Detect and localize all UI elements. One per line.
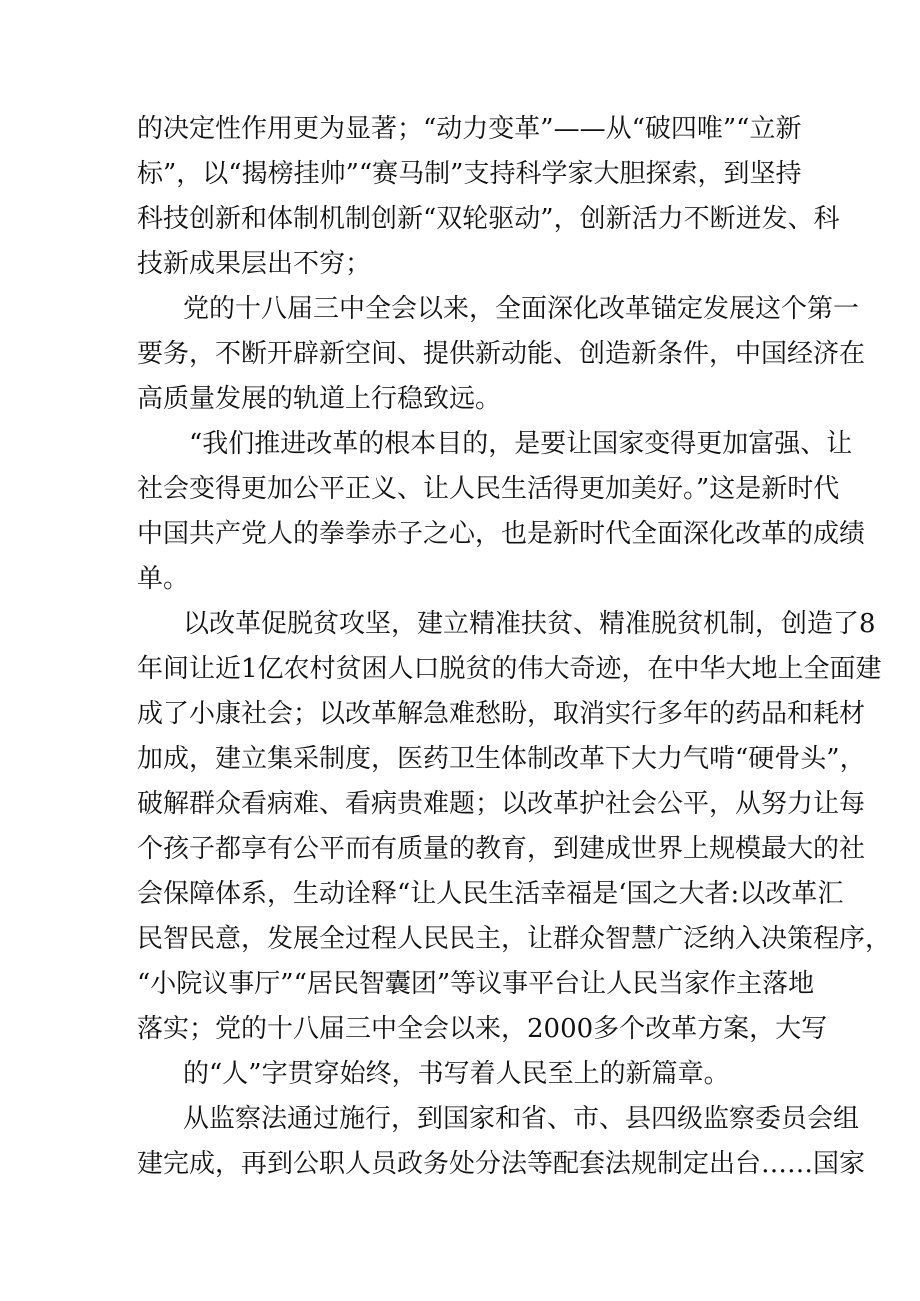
text-line: 中国共产党人的拳拳赤子之心，也是新时代全面深化改革的成绩 <box>137 519 866 549</box>
text-line: 社会变得更加公平正义、让人民生活得更加美好。”这是新时代 <box>137 474 840 504</box>
text-line: 成了小康社会；以改革解急难愁盼，取消实行多年的药品和耗材 <box>137 699 866 729</box>
text-line: 年间让近1亿农村贫困人口脱贫的伟大奇迹，在中华大地上全面建 <box>137 654 882 684</box>
paragraph-first-line: 从监察法通过施行，到国家和省、市、县四级监察委员会组 <box>183 1104 860 1134</box>
text-line: 单。 <box>137 564 190 594</box>
text-line: 高质量发展的轨道上行稳致远。 <box>137 384 502 414</box>
text-line: 会保障体系，生动诠释“让人民生活幸福是‘国之大者:以改革汇 <box>137 879 844 909</box>
text-line: 的“人”字贯穿始终，书写着人民至上的新篇章。 <box>183 1059 730 1089</box>
text-line: 要务，不断开辟新空间、提供新动能、创造新条件，中国经济在 <box>137 339 866 369</box>
text-line: 标”，以“揭榜挂帅”“赛马制”支持科学家大胆探索，到坚持 <box>137 159 802 189</box>
text-line: 的决定性作用更为显著；“动力变革”——从“破四唯”“立新 <box>137 114 802 144</box>
text-line: 民智民意，发展全过程人民民主，让群众智慧广泛纳入决策程序， <box>137 924 892 954</box>
text-line: “小院议事厅”“居民智囊团”等议事平台让人民当家作主落地 <box>137 969 815 999</box>
text-line: 加成，建立集采制度，医药卫生体制改革下大力气啃“硬骨头”， <box>137 744 866 774</box>
text-line: 破解群众看病难、看病贵难题；以改革护社会公平，从努力让每 <box>137 789 866 819</box>
paragraph-first-line: 党的十八届三中全会以来，全面深化改革锚定发展这个第一 <box>183 294 860 324</box>
text-line: 建完成，再到公职人员政务处分法等配套法规制定出台……国家 <box>137 1149 866 1179</box>
paragraph-first-line: 以改革促脱贫攻坚，建立精准扶贫、精准脱贫机制，创造了8 <box>183 609 876 639</box>
text-line: 科技创新和体制机制创新“双轮驱动”，创新活力不断迸发、科 <box>137 204 840 234</box>
text-line: 落实；党的十八届三中全会以来，2000多个改革方案，大写 <box>137 1014 828 1044</box>
text-line: 个孩子都享有公平而有质量的教育，到建成世界上规模最大的社 <box>137 834 866 864</box>
paragraph-first-line: “我们推进改革的根本目的，是要让国家变得更加富强、让 <box>189 429 853 459</box>
text-line: 技新成果层出不穷； <box>137 249 372 279</box>
